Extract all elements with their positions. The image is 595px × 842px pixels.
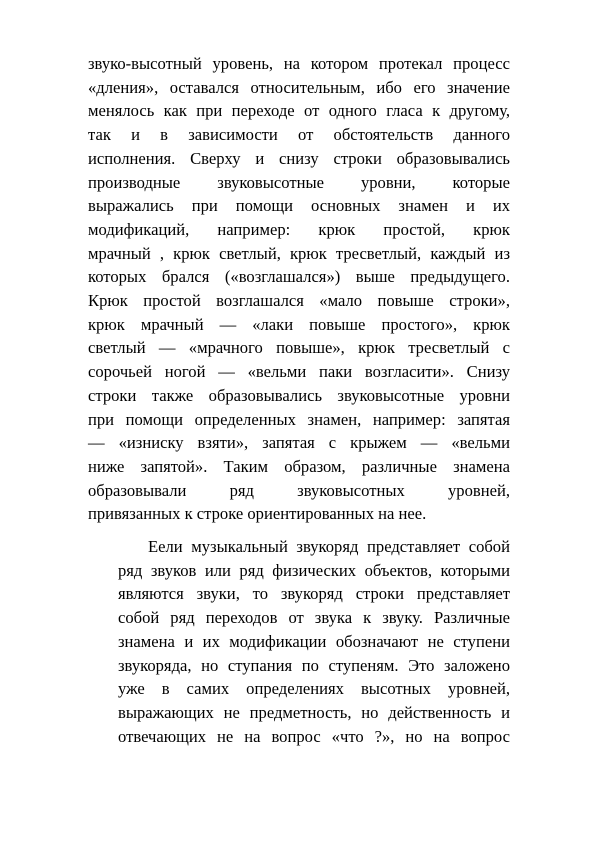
- text-line: — «изниску взяти», запятая с крыжем — «вельми: [88, 433, 510, 453]
- text-line: при помощи определенных знамен, например: запятая: [88, 409, 510, 429]
- text-line: Еели музыкальный звукоряд представляет собой: [148, 537, 510, 557]
- text-line: уже в самих определениях высотных уровней,: [118, 679, 510, 699]
- text-line: образовывали ряд звуковысотных уровней,: [88, 480, 510, 500]
- text-line: собой ряд переходов от звука к звуку. Различные: [118, 608, 510, 628]
- text-line: так и в зависимости от обстоятельств данного: [88, 125, 510, 145]
- paragraph-2: [88, 535, 510, 748]
- text-line: звукоряда, но ступания по ступеням. Это заложено: [118, 655, 510, 675]
- body-text: [88, 52, 510, 748]
- text-line: ряд звуков или ряд физических объектов, которыми: [118, 560, 510, 580]
- text-line: производные звуковысотные уровни, которые: [88, 172, 510, 192]
- text-line: ниже запятой». Таким образом, различные знамена: [88, 456, 510, 476]
- text-line: выражающих не предметность, но действенность и: [118, 702, 510, 722]
- text-line: светлый — «мрачного повыше», крюк тресветлый с: [88, 338, 510, 358]
- text-line: которых брался («возглашался») выше предыдущего.: [88, 267, 510, 287]
- text-line: выражались при помощи основных знамен и их: [88, 196, 510, 216]
- text-line: «дления», оставался относительным, ибо его значение: [88, 77, 510, 97]
- text-line: менялось как при переходе от одного гласа к другому,: [88, 101, 510, 121]
- text-line: строки также образовывались звуковысотные уровни: [88, 385, 510, 405]
- text-line: звуко-высотный уровень, на котором протекал процесс: [88, 54, 510, 73]
- text-line: знамена и их модификации обозначают не ступени: [118, 631, 510, 651]
- text-line: сорочьей ногой — «вельми паки возгласити». Снизу: [88, 362, 510, 382]
- text-line: привязанных к строке ориентированных на нее.: [88, 504, 427, 524]
- text-line: Крюк простой возглашался «мало повыше строки»,: [88, 291, 510, 311]
- text-line: исполнения. Сверху и снизу строки образовывались: [88, 148, 510, 168]
- text-line: крюк мрачный — «лаки повыше простого», крюк: [88, 314, 510, 334]
- paragraph-1: [88, 52, 510, 526]
- text-line: модификаций, например: крюк простой, крюк: [88, 219, 510, 239]
- text-line: мрачный , крюк светлый, крюк тресветлый, каждый из: [88, 243, 510, 263]
- text-line: отвечающих не на вопрос «что ?», но на вопрос: [118, 726, 510, 746]
- text-line: являются звуки, то звукоряд строки представляет: [118, 584, 510, 604]
